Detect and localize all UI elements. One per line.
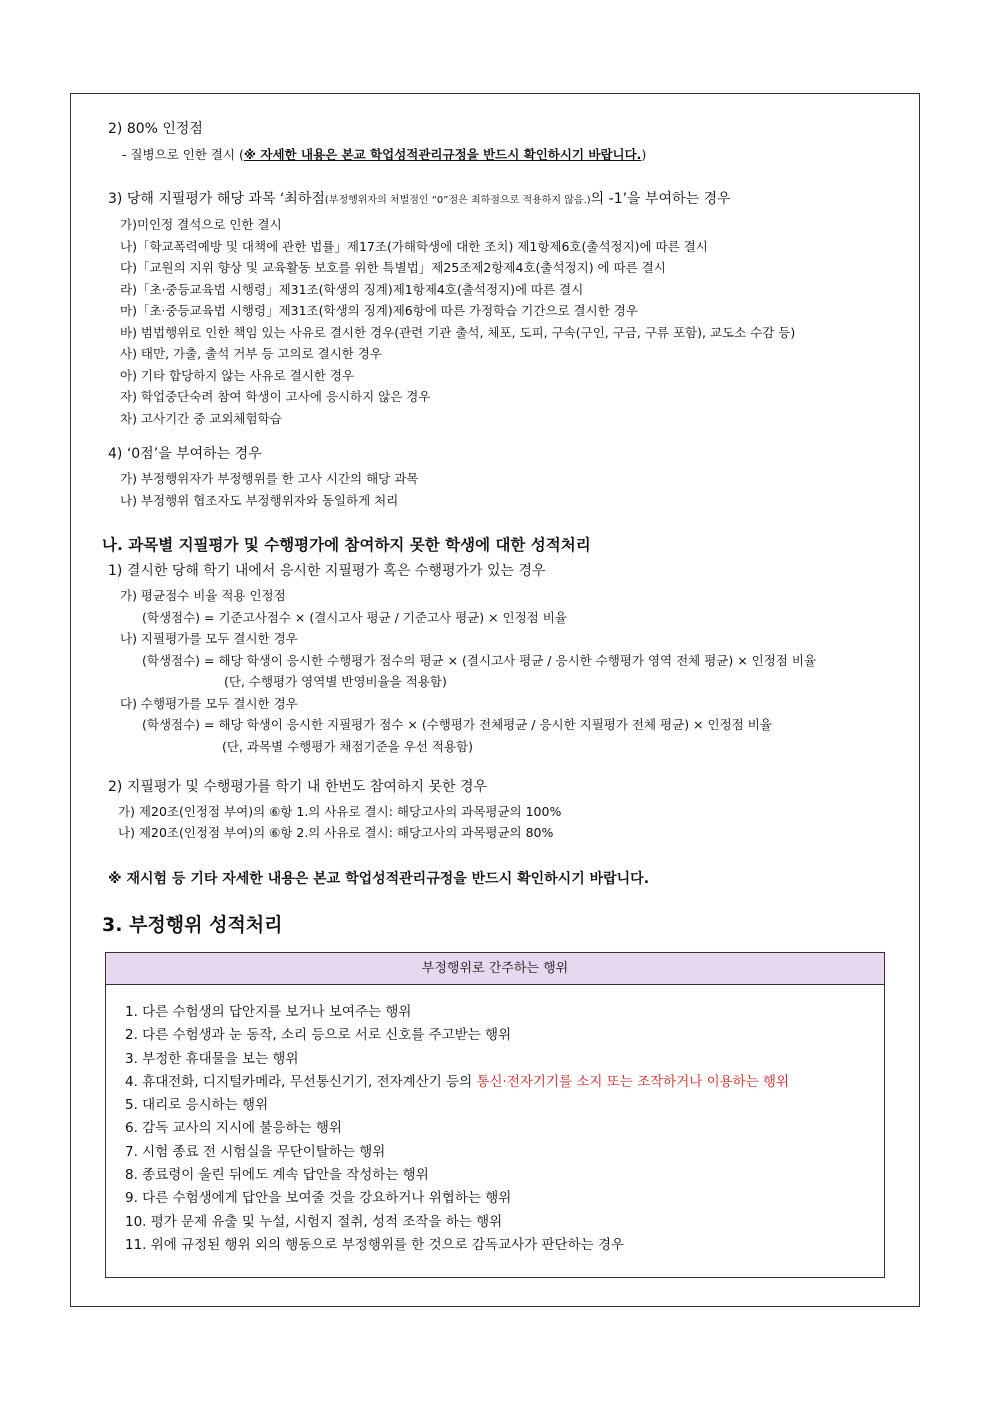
- list-item: 3. 부정한 휴대물을 보는 행위: [125, 1050, 299, 1067]
- s3-item: 차) 고사기간 중 교외체험학습: [120, 411, 282, 426]
- section3-heading: 3. 부정행위 성적처리: [102, 914, 283, 936]
- highlight-text: 통신·전자기기를 소지 또는 조작하거나 이용하는 행위: [476, 1073, 790, 1090]
- s3-item: 라)「초·중등교육법 시행령」제31조(학생의 징계)제1항제4호(출석정지)에 따른 결시: [120, 282, 584, 297]
- s2-line: - 질병으로 인한 결시 (※ 자세한 내용은 본교 학업성적관리규정을 반드시 확인하시기 바랍니다.): [122, 147, 647, 162]
- na-p2-heading: 2) 지필평가 및 수행평가를 학기 내 한번도 참여하지 못한 경우: [108, 779, 487, 795]
- s2-emphasis: ※ 자세한 내용은 본교 학업성적관리규정을 반드시 확인하시기 바랍니다.: [243, 147, 642, 162]
- list-item: 5. 대리로 응시하는 행위: [125, 1097, 269, 1114]
- na-p1-na-note: (단, 수행평가 영역별 반영비율을 적용함): [224, 674, 447, 689]
- na-p1-na-formula: (학생점수) = 해당 학생이 응시한 수행평가 점수의 평균 × (결시고사 평균 / 응시한 수행평가 영역 전체 평균) × 인정점 비율: [142, 653, 817, 668]
- na-p1-da: 다) 수행평가를 모두 결시한 경우: [120, 696, 298, 711]
- na-p1-ga-formula: (학생점수) = 기준고사점수 × (결시고사 평균 / 기준고사 평균) × 인정점 비율: [142, 610, 567, 625]
- list-item: 10. 평가 문제 유출 및 누설, 시험지 절취, 성적 조작을 하는 행위: [125, 1213, 503, 1230]
- list-item: 7. 시험 종료 전 시험실을 무단이탈하는 행위: [125, 1143, 386, 1160]
- na-heading: 나. 과목별 지필평가 및 수행평가에 참여하지 못한 학생에 대한 성적처리: [102, 536, 591, 554]
- list-item: 11. 위에 규정된 행위 외의 행동으로 부정행위를 한 것으로 감독교사가 판단하는 경우: [125, 1236, 625, 1253]
- na-p2-ga: 가) 제20조(인정점 부여)의 ⑥항 1.의 사유로 결시: 해당고사의 과목평균의 100%: [118, 804, 562, 819]
- na-p1-da-formula: (학생점수) = 해당 학생이 응시한 지필평가 점수 × (수행평가 전체평균 / 응시한 지필평가 전체 평균) × 인정점 비율: [142, 717, 772, 732]
- na-p1-heading: 1) 결시한 당해 학기 내에서 응시한 지필평가 혹은 수행평가가 있는 경우: [108, 563, 546, 579]
- s3-item: 다)「교원의 지위 향상 및 교육활동 보호를 위한 특별법」제25조제2항제4호(출석정지) 에 따른 결시: [120, 260, 666, 275]
- s2-heading: 2) 80% 인정점: [108, 121, 203, 137]
- s3-item: 자) 학업중단숙려 참여 학생이 고사에 응시하지 않은 경우: [120, 389, 431, 404]
- na-p1-ga: 가) 평균점수 비율 적용 인정점: [120, 588, 286, 603]
- s3-item: 사) 태만, 가출, 출석 거부 등 고의로 결시한 경우: [120, 346, 382, 361]
- list-item: 6. 감독 교사의 지시에 불응하는 행위: [125, 1120, 342, 1137]
- s3-item: 마)「초·중등교육법 시행령」제31조(학생의 징계)제6항에 따른 가정학습 기간으로 결시한 경우: [120, 303, 638, 318]
- cheating-table: [105, 952, 885, 1278]
- s4-item: 가) 부정행위자가 부정행위를 한 고사 시간의 해당 과목: [120, 471, 419, 486]
- s3-item: 아) 기타 합당하지 않는 사유로 결시한 경우: [120, 368, 354, 383]
- list-item: 1. 다른 수험생의 답안지를 보거나 보여주는 행위: [125, 1004, 412, 1020]
- cheating-table-header: 부정행위로 간주하는 행위: [106, 953, 884, 985]
- na-p2-na: 나) 제20조(인정점 부여)의 ⑥항 2.의 사유로 결시: 해당고사의 과목평균의 80%: [118, 825, 554, 840]
- s4-heading: 4) ‘0점’을 부여하는 경우: [108, 446, 262, 462]
- list-item: 9. 다른 수험생에게 답안을 보여줄 것을 강요하거나 위협하는 행위: [125, 1190, 512, 1207]
- cheating-list: [125, 1001, 789, 1257]
- list-item: 4. 휴대전화, 디지털카메라, 무선통신기기, 전자계산기 등의 통신·전자기기를 소지 또는 조작하거나 이용하는 행위: [125, 1073, 790, 1090]
- list-item: 8. 종료령이 울린 뒤에도 계속 답안을 작성하는 행위: [125, 1167, 429, 1184]
- na-p1-da-note: (단, 과목별 수행평가 채점기준을 우선 적용함): [222, 739, 473, 754]
- s4-item: 나) 부정행위 협조자도 부정행위자와 동일하게 처리: [120, 493, 399, 508]
- s3-heading: 3) 당해 지필평가 해당 과목 ‘최하점(부정행위자의 처벌점인 “0”점은 최하점으로 적용하지 않음.)의 -1’을 부여하는 경우: [108, 191, 731, 207]
- s3-item: 나)「학교폭력예방 및 대책에 관한 법률」제17조(가해학생에 대한 조치) 제1항제6호(출석정지)에 따른 결시: [120, 239, 708, 254]
- na-p1-na: 나) 지필평가를 모두 결시한 경우: [120, 631, 298, 646]
- s3-item: 가)미인정 결석으로 인한 결시: [120, 217, 282, 232]
- na-note: ※ 재시험 등 기타 자세한 내용은 본교 학업성적관리규정을 반드시 확인하시기 바랍니다.: [108, 871, 650, 887]
- list-item: 2. 다른 수험생과 눈 동작, 소리 등으로 서로 신호를 주고받는 행위: [125, 1027, 512, 1044]
- s3-item: 바) 범법행위로 인한 책임 있는 사유로 결시한 경우(관련 기관 출석, 체포, 도피, 구속(구인, 구금, 구류 포함), 교도소 수감 등): [120, 325, 796, 340]
